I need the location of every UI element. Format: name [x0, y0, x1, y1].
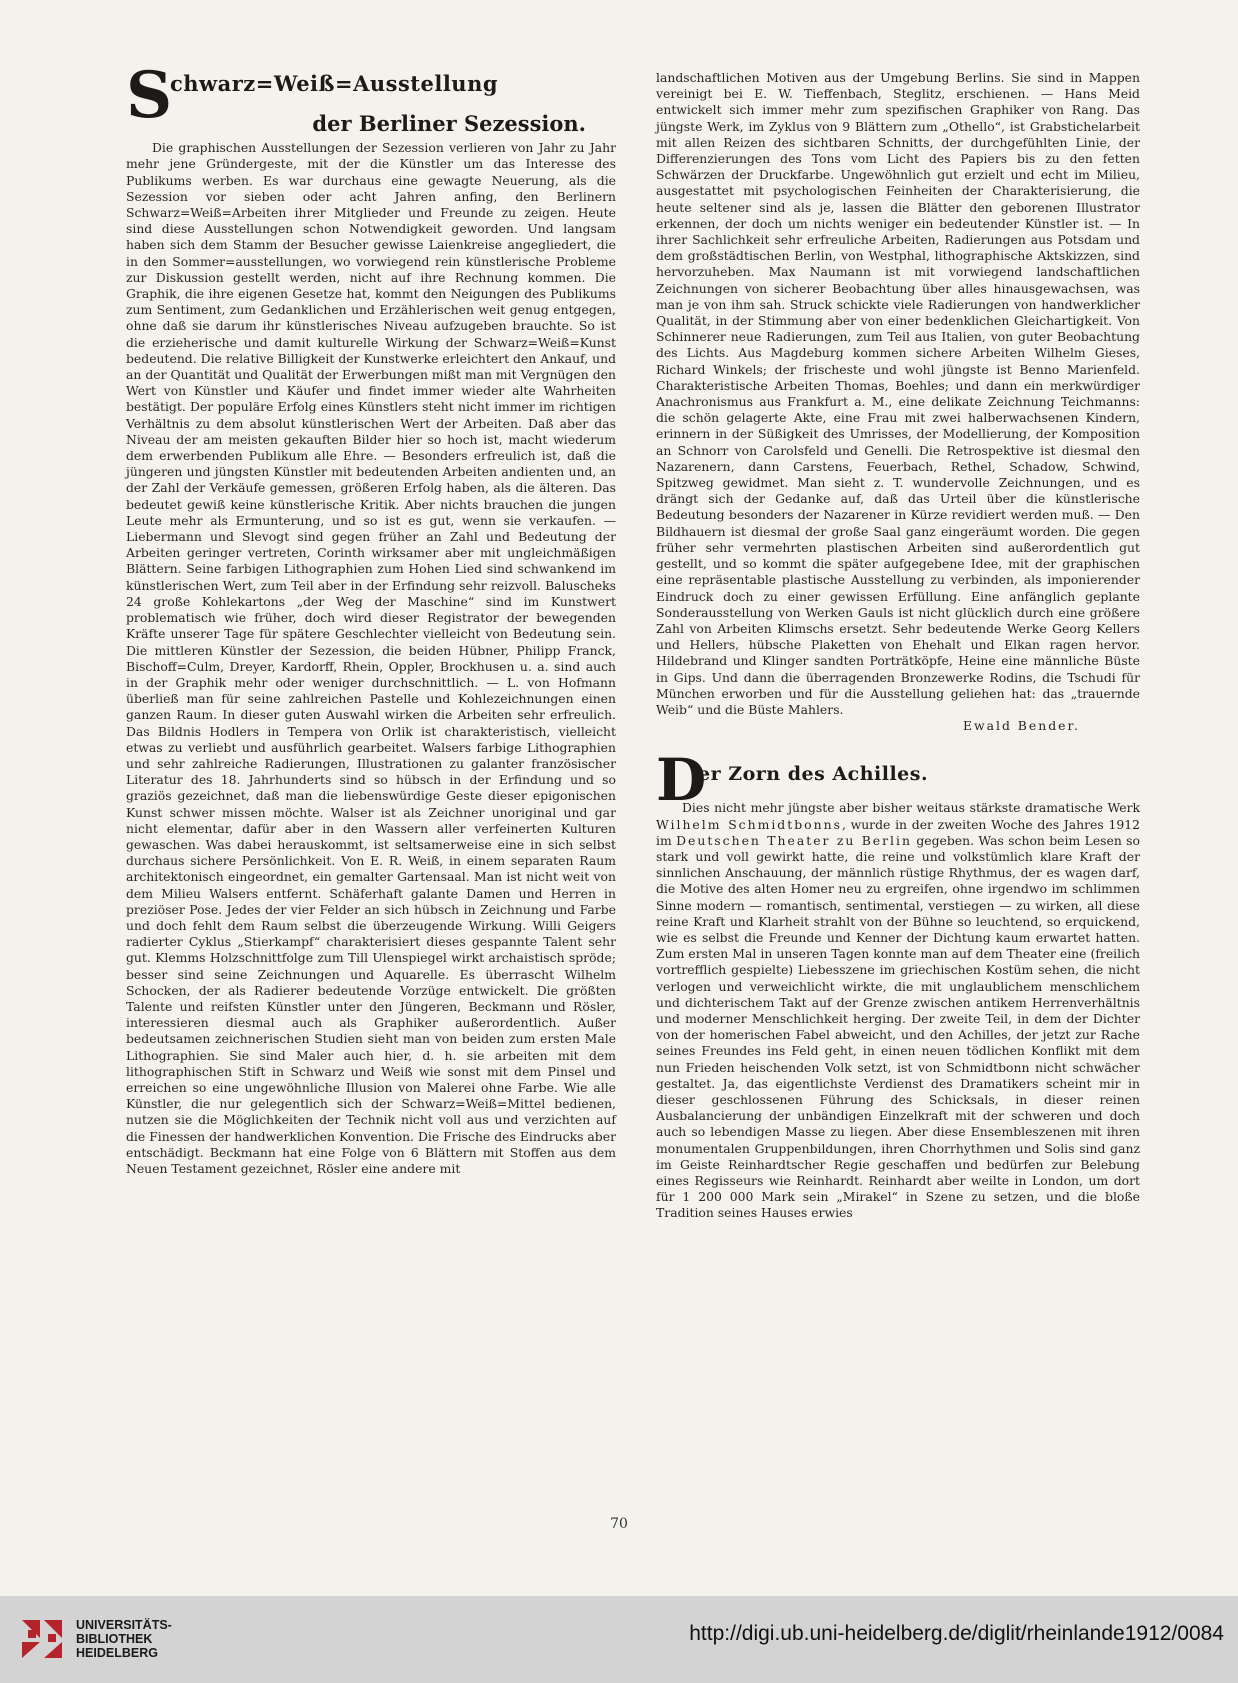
- theater-name: Deutschen Theater zu Berlin: [676, 832, 912, 848]
- playwright-name: Wilhelm Schmidtbonns: [656, 816, 842, 832]
- footer-bar: [0, 1596, 1238, 1683]
- library-name-line-1: UNIVERSITÄTS-: [76, 1618, 172, 1632]
- intro-text-a: Dies nicht mehr jüngste aber bisher weitaus stärkste dramatische Werk: [682, 800, 1140, 816]
- library-name-line-2: BIBLIOTHEK: [76, 1632, 153, 1646]
- page-number: 70: [610, 1516, 628, 1532]
- library-name-line-3: HEIDELBERG: [76, 1646, 158, 1660]
- library-logo-icon: [18, 1612, 66, 1660]
- intro-text-b: , wurde in der zweiten Woche des Jahres 1912 im: [656, 816, 1140, 848]
- title-dropcap: S: [126, 58, 173, 133]
- article-body-left: Die graphischen Ausstellungen der Sezession verlieren von Jahr zu Jahr mehr jene Gründergeste, mit der die Künstler um das Interesse des Publikums werben. Es war durchaus eine gewagte Neuerung, als die Sezession vor sieben oder acht Jahren anfing, den Berlinern Schwarz=Weiß=Arbeiten ihrer Mitglieder und Freunde zu zeigen. Heute sind diese Ausstellungen schon Notwendigkeit geworden. Und langsam haben sich dem Stamm der Besucher gewisse Laienkreise angegliedert, die in den Sommer=ausstellungen, wo vorwiegend rein künstlerische Probleme zur Diskussion gestellt werden, nicht auf ihre Rechnung kommen. Die Graphik, die ihre eigenen Gesetze hat, kommt den Neigungen des Publikums zum Sentiment, zum Gedanklichen und Erzählerischen weit genug entgegen, ohne daß sie darum ihr künstlerisches Niveau aufzugeben brauchte. So ist die erzieherische und damit kulturelle Wirkung der Schwarz=Weiß=Kunst bedeutend. Die relative Billigkeit der Kunstwerke erleichtert den Ankauf, und an der Quantität und Qualität der Erwerbungen mißt man mit Vergnügen den Wert von Künstler und Käufer und findet immer wieder alte Wahrheiten bestätigt. Der populäre Erfolg eines Künstlers steht nicht immer im richtigen Verhältnis zu dem absolut künstlerischen Wert der Arbeiten. Daß aber das Niveau der am meisten gekauften Bilder hier so hoch ist, macht wiederum dem erwerbenden Publikum alle Ehre. — Besonders erfreulich ist, daß die jüngeren und jüngsten Künstler mit bedeutenden Arbeiten andienten und, an der Zahl der Verkäufe gemessen, größeren Erfolg haben, als die älteren. Das bedeutet gewiß keine künstlerische Kritik. Aber nichts brauchen die jungen Leute mehr als Ermunterung, und so ist es gut, wenn sie verkaufen. — Liebermann und Slevogt sind gegen früher an Zahl und Bedeutung der Arbeiten geringer vertreten, Corinth wirksamer aber mit ungleichmäßigen Blättern. Seine farbigen Lithographien zum Hohen Lied sind schwankend im künstlerischen Wert, zum Teil aber in der Erfindung sehr reizvoll. Baluscheks 24 große Kohlekartons „der Weg der Maschine“ sind im Kunstwert problematisch wie früher, doch wird dieser Registrator der bewegenden Kräfte unserer Tage für spätere Geschlechter vielleicht von Bedeutung sein. Die mittleren Künstler der Sezession, die beiden Hübner, Philipp Franck, Bischoff=Culm, Dreyer, Kardorff, Rhein, Oppler, Brockhusen u. a. sind auch in der Graphik mehr oder weniger durchschnittlich. — L. von Hofmann überließ man für seine zahlreichen Pastelle und Kohlezeichnungen einen ganzen Raum. In dieser guten Auswahl wirken die Arbeiten sehr erfreulich. Das Bildnis Hodlers in Tempera von Orlik ist charakteristisch, vielleicht etwas zu verliebt und ausführlich gearbeitet. Walsers farbige Lithographien und sehr zahlreiche Radierungen, Illustrationen zu galanter französischer Literatur des 18. Jahrhunderts sind so hübsch in der Erfindung und so graziös gezeichnet, daß man die liebenswürdige Geste dieser epigonischen Kunst schwer missen möchte. Walser ist als Zeichner unoriginal und gar nicht elementar, dafür aber in den Wassern aller verfeinerten Kulturen gewaschen. Was dabei herauskommt, ist seltsamerweise eine in sich selbst durchaus sichere Persönlichkeit. Von E. R. Weiß, in einem separaten Raum architektonisch eingeordnet, ein gemalter Gartensaal. Man ist nicht weit von dem Milieu Walsers entfernt. Schäferhaft galante Damen und Herren in preziöser Pose. Jedes der vier Felder an sich hübsch in Zeichnung und Farbe und doch fehlt dem Raum selbst die überzeugende Wirkung. Willi Geigers radierter Cyklus „Stierkampf“ charakterisiert dieses gespannte Talent sehr gut. Klemms Holzschnittfolge zum Till Ulenspiegel wirkt archaistisch spröde; besser sind seine Zeichnungen und Aquarelle. Es überrascht Wilhelm Schocken, der als Radierer bedeutende Vorzüge entwickelt. Die größten Talente und reifsten Künstler unter den Jüngeren, Beckmann und Rösler, interessieren diesmal auch als Graphiker außerordentlich. Außer bedeutsamen zeichnerischen Studien sieht man von beiden zum ersten Male Lithographien. Sie sind Maler auch hier, d. h. sie arbeiten mit dem lithographischen Stift in Schwarz und Weiß wie sonst mit dem Pinsel und erreichen so eine ungewöhnliche Illusion von Malerei ohne Farbe. Wie alle Künstler, die nur gelegentlich sich der Schwarz=Weiß=Mittel bedienen, nutzen sie die Möglichkeiten der Technik nicht voll aus und verzichten auf die Finessen der handwerklichen Konvention. Die Frische des Eindrucks aber entschädigt. Beckmann hat eine Folge von 6 Blättern mit Stoffen aus dem Neuen Testament gezeichnet, Rösler eine andere mit: [126, 140, 616, 1176]
- article-header: [126, 58, 616, 136]
- article-body-right: landschaftlichen Motiven aus der Umgebung Berlins. Sie sind in Mappen vereinigt bei E. W. Tieffenbach, Steglitz, erschienen. — Hans Meid entwickelt sich immer mehr zum spezifischen Graphiker von Rang. Das jüngste Werk, im Zyklus von 9 Blättern zum „Othello“, ist Grabstichelarbeit mit allen Reizen des sichtbaren Schnitts, der durchgefühlten Linie, der Differenzierungen des Tons vom Licht des Papiers bis zu den fetten Schwärzen der Druckfarbe. Ungewöhnlich gut erzielt und echt im Milieu, ausgestattet mit psychologischen Feinheiten der Charakterisierung, die heute seltener sind als je, lassen die Blätter den geborenen Illustrator erkennen, der doch um nichts weniger ein bedeutender Künstler ist. — In ihrer Sachlichkeit sehr erfreuliche Arbeiten, Radierungen aus Potsdam und dem großstädtischen Berlin, von Westphal, lithographische Aktskizzen, sind hervorzuheben. Max Naumann ist mit vorwiegend landschaftlichen Zeichnungen von sicherer Beobachtung über alles hinausgewachsen, was man je von ihm sah. Struck schickte viele Radierungen von handwerklicher Qualität, in der Stimmung aber von einer bedenklichen Gleichartigkeit. Von Schinnerer neue Radierungen, zum Teil aus Italien, von guter Beobachtung des Lichts. Aus Magdeburg kommen sichere Arbeiten Wilhelm Gieses, Richard Winkels; der frischeste und wohl jüngste ist Benno Marienfeld. Charakteristische Arbeiten Thomas, Boehles; und dann ein merkwürdiger Anachronismus aus Frankfurt a. M., eine delikate Zeichnung Teichmanns: die schön gelagerte Akte, eine Frau mit zwei halberwachsenen Kindern, erinnern in der Süßigkeit des Umrisses, der Modellierung, der Komposition an Schnorr von Carolsfeld und Genelli. Die Retrospektive ist diesmal den Nazarenern, dann Carstens, Feuerbach, Rethel, Schadow, Schwind, Spitzweg gewidmet. Man sieht z. T. wundervolle Zeichnungen, und es drängt sich der Gedanke auf, daß das Urteil über die künstlerische Bedeutung besonders der Nazarener in Kürze revidiert werden muß. — Den Bildhauern ist diesmal der große Saal ganz eingeräumt worden. Die gegen früher sehr vermehrten plastischen Arbeiten sind außerordentlich gut gestellt, und so kommt die später aufgegebene Idee, mit der graphischen eine repräsentable plastische Ausstellung zu verbinden, als imponierender Eindruck doch zu einer gewissen Erfüllung. Eine anfänglich geplante Sonderausstellung von Werken Gauls ist nicht glücklich durch eine größere Zahl von Arbeiten Klimschs ersetzt. Sehr bedeutende Werke Georg Kellers und Hellers, hübsche Plaketten von Ehehalt und Elkan ragen hervor. Hildebrand und Klinger sandten Porträtköpfe, Heine eine männliche Büste in Gips. Und dann die überragenden Bronzewerke Rodins, die Tschudi für München erworben und für die Ausstellung geliehen hat: das „trauernde Weib“ und die Büste Mahlers.: [656, 70, 1140, 717]
- source-url-link[interactable]: http://digi.ub.uni-heidelberg.de/diglit/rheinlande1912/0084: [689, 1622, 1224, 1645]
- second-title-text: er Zorn des Achilles.: [698, 763, 929, 786]
- second-title-dropcap: D: [656, 746, 707, 815]
- library-name: [76, 1618, 172, 1660]
- left-column: [126, 58, 616, 1177]
- right-column: [656, 70, 1140, 1222]
- body-rest: gegeben. Was schon beim Lesen so stark und voll gewirkt hatte, die reine und volkstümlich klare Kraft der sinnlichen Anschauung, der männlich rüstige Rhythmus, der es wagen darf, die Motive des alten Homer neu zu ergreifen, ohne irgendwo im schlimmen Sinne modern — romantisch, sentimental, verstiegen — zu wirken, all diese reine Kraft und Klarheit strahlt von der Bühne so leuchtend, so erquickend, wie es selbst die Freunde und Kenner der Dichtung kaum erwartet hatten. Zum ersten Mal in unseren Tagen konnte man auf dem Theater eine (freilich vortrefflich gespielte) Liebesszene im griechischen Kostüm sehen, die nicht verlogen und verweichlicht wirkte, die mit unglaublichem menschlichem und dichterischem Takt auf der Grenze zwischen antikem Herrenverhältnis und moderner Menschlichkeit herging. Der zweite Teil, in dem der Dichter von der homerischen Fabel abweicht, und den Achilles, der jetzt zur Rache seines Freundes ins Feld geht, in einen neuen tödlichen Konflikt mit dem nun Frieden heischenden Volk setzt, ist von Schmidtbonn nicht schwächer gestaltet. Ja, das eigentlichste Verdienst des Dramatikers scheint mir in dieser geschlossenen Führung des Schicksals, in dieser reinen Ausbalancierung der unbändigen Einzelkraft mit der schweren und doch auch so lebendigen Masse zu liegen. Aber diese Ensembleszenen mit ihren monumentalen Gruppenbildungen, ihren Chorrhythmen und Solis sind ganz im Geiste Reinhardtscher Regie geschaffen und bedürfen zur Belebung eines Regisseurs wie Reinhardt. Reinhardt aber weilte in London, um dort für 1 200 000 Mark sein „Mirakel“ in Szene zu setzen, und die bloße Tradition seines Hauses erwies: [656, 832, 1141, 1221]
- title-line-2: der Berliner Sezession.: [312, 111, 586, 136]
- title-line-1: chwarz=Weiß=Ausstellung: [170, 71, 499, 96]
- article-author: Ewald Bender.: [962, 718, 1080, 734]
- second-article-body: [656, 800, 1140, 1221]
